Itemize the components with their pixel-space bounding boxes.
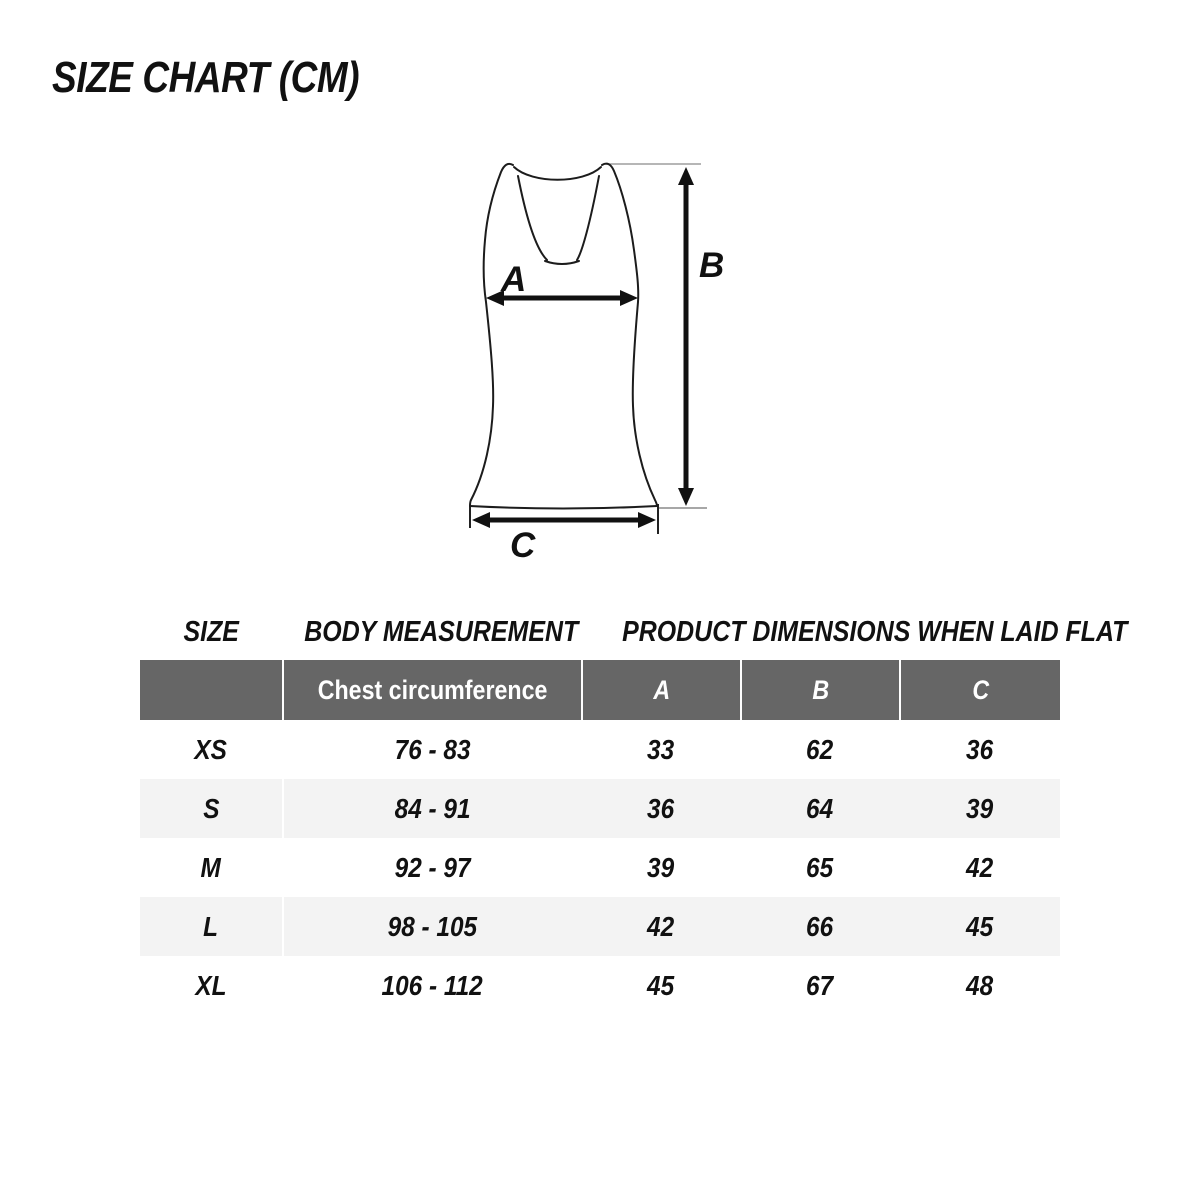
cell-size: S xyxy=(202,792,220,824)
diagram-label-b: B xyxy=(699,246,725,285)
cell-a: 45 xyxy=(646,969,675,1001)
cell-chest: 98 - 105 xyxy=(282,897,581,956)
cell-b: 62 xyxy=(805,733,834,765)
table-row-s xyxy=(140,779,1060,838)
dimension-arrow-c xyxy=(472,512,656,528)
cell-size: XL xyxy=(195,969,227,1001)
table-header-row xyxy=(140,660,1060,720)
group-header-size: SIZE xyxy=(183,616,239,648)
racerback-scoop-bottom xyxy=(545,261,579,264)
racerback-right-edge xyxy=(577,176,599,260)
cell-a: 36 xyxy=(646,792,675,824)
tank-top-outline xyxy=(470,164,657,509)
table-row-m xyxy=(140,838,1060,897)
header-cell-empty xyxy=(140,660,282,720)
page-title-text: SIZE CHART (CM) xyxy=(52,53,360,102)
page-title xyxy=(52,53,418,102)
size-table xyxy=(140,596,1128,1015)
cell-a: 33 xyxy=(646,733,675,765)
header-cell-chest: Chest circumference xyxy=(282,660,581,720)
cell-chest: 76 - 83 xyxy=(282,720,581,779)
cell-chest: 84 - 91 xyxy=(282,779,581,838)
group-header-body-measurement: BODY MEASUREMENT xyxy=(304,616,579,648)
cell-size: XS xyxy=(194,733,228,765)
header-cell-c: C xyxy=(899,660,1060,720)
table-row-xl xyxy=(140,956,1060,1015)
diagram-label-a: A xyxy=(501,260,527,299)
tank-top-diagram xyxy=(420,140,770,585)
cell-c: 36 xyxy=(965,733,994,765)
cell-chest: 106 - 112 xyxy=(282,956,581,1015)
cell-size: L xyxy=(203,910,219,942)
cell-b: 66 xyxy=(805,910,834,942)
cell-b: 64 xyxy=(805,792,834,824)
cell-a: 39 xyxy=(646,851,675,883)
hem-line xyxy=(470,506,657,509)
cell-c: 42 xyxy=(965,851,994,883)
cell-c: 39 xyxy=(965,792,994,824)
cell-a: 42 xyxy=(646,910,675,942)
table-row-xs xyxy=(140,720,1060,779)
cell-c: 48 xyxy=(965,969,994,1001)
group-header-product-dimensions: PRODUCT DIMENSIONS WHEN LAID FLAT xyxy=(622,616,1128,648)
cell-b: 65 xyxy=(805,851,834,883)
racerback-left-edge xyxy=(518,176,547,260)
header-cell-a: A xyxy=(581,660,740,720)
diagram-label-c: C xyxy=(510,526,536,565)
cell-c: 45 xyxy=(965,910,994,942)
dimension-arrow-b xyxy=(678,167,694,506)
table-group-headers xyxy=(140,596,1128,660)
front-neckline xyxy=(514,167,601,180)
cell-b: 67 xyxy=(805,969,834,1001)
header-cell-b: B xyxy=(740,660,899,720)
cell-size: M xyxy=(200,851,222,883)
table-row-l xyxy=(140,897,1060,956)
cell-chest: 92 - 97 xyxy=(282,838,581,897)
